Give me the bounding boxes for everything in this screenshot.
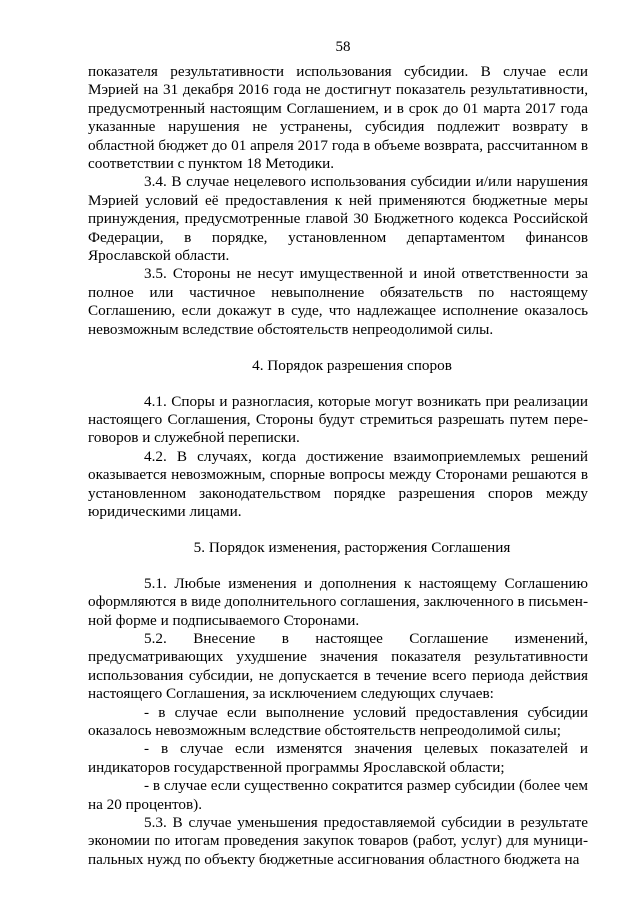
paragraph-3-5: 3.5. Стороны не несут имущественной и иной ответственности за полное или частичное невыполнение обязательств по настоящему Соглашению, если докажут в суде, что надлежащее исполнение оказалось невозможным вследствие обстоятельств непреодолимой силы. bbox=[88, 265, 588, 338]
paragraph-3-3-continued: показателя результативности использования субсидии. В случае если Мэрией на 31 декабря 2016 года не достигнут показатель результативности, предусмотренный настоящим Соглашением, и в срок до 01 марта 2017 года указанные нарушения не устранены, субсидия подлежит возврату в областной бюджет до 01 апреля 2017 года в объеме возврата, рассчитанном в соответствии с пунктом 18 Методики. bbox=[88, 63, 588, 173]
section-heading-5: 5. Порядок изменения, расторжения Соглашения bbox=[193, 539, 511, 557]
list-item-subsidy-reduction: - в случае если существенно сократится размер субсидии (более чем на 20 процентов). bbox=[88, 777, 588, 813]
paragraph-4-2: 4.2. В случаях, когда достижение взаимоприемлемых решений оказывается невозможным, спорные вопросы между Сторонами решаются в установленном законодательством порядке разрешения споров между юридическими лицами. bbox=[88, 447, 588, 520]
page-number: 58 bbox=[335, 39, 351, 55]
list-item-force-majeure: - в случае если выполнение условий предоставления субсидии оказалось невозможным вследствие обстоятельств непреодолимой силы; bbox=[88, 703, 588, 739]
paragraph-5-3: 5.3. В случае уменьшения предоставляемой субсидии в результате экономии по итогам проведения закупок товаров (работ, услуг) для муниципальных нужд по объекту бюджетные ассигнования областного бюджета на bbox=[88, 814, 588, 868]
paragraph-5-2: 5.2. Внесение в настоящее Соглашение изменений, предусматривающих ухудшение значения показателя результативности использования субсидии, не допускается в течение всего периода действия настоящего Соглашения, за исключением следующих случаев: bbox=[88, 629, 588, 703]
list-item-target-indicators: - в случае если изменятся значения целевых показателей и индикаторов государственной программы Ярославской области; bbox=[88, 740, 588, 776]
section-heading-4: 4. Порядок разрешения споров bbox=[252, 357, 452, 375]
paragraph-5-1: 5.1. Любые изменения и дополнения к настоящему Соглашению оформляются в виде дополнительного соглашения, заключенного в письменной форме и подписываемого Сторонами. bbox=[88, 574, 588, 629]
paragraph-3-4: 3.4. В случае нецелевого использования субсидии и/или нарушения Мэрией условий её предоставления к ней применяются бюджетные меры принуждения, предусмотренные главой 30 Бюджетного кодекса Российской Федерации, в порядке, установленном департаментом финансов Ярославской области. bbox=[88, 173, 588, 265]
paragraph-4-1: 4.1. Споры и разногласия, которые могут возникать при реализации настоящего Соглашения, Стороны будут стремиться разрешать путем переговоров и служебной переписки. bbox=[88, 392, 588, 447]
